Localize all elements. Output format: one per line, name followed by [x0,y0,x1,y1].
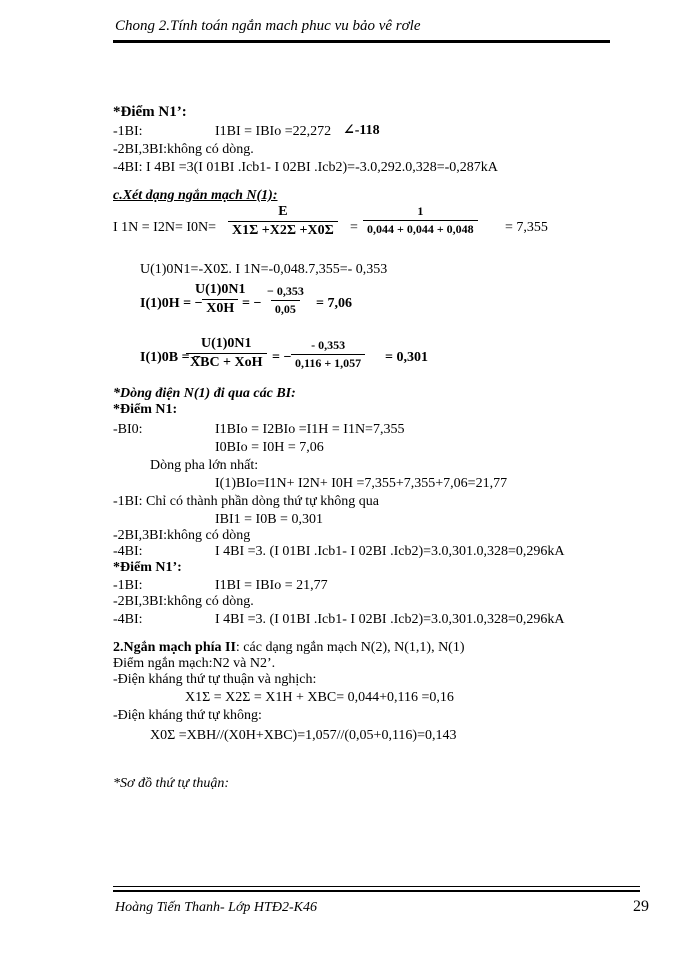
bi0-currents: I1BIo = I2BIo =I1H = I1N=7,355 [215,422,405,437]
page-number: 29 [633,898,649,915]
eq-i0b-frac1 [183,336,270,371]
bi1-zero-seq-current: IBI1 = I0B = 0,301 [215,512,323,527]
bi1-label-3: -1BI: [113,578,143,593]
zero-reactance: X0Σ =XBH//(X0H+XBC)=1,057//(0,05+0,116)=0,143 [150,728,457,743]
eq-i1n-frac1 [225,204,341,239]
bi0-zero-seq: I0BIo = I0H = 7,06 [215,440,324,455]
eq-i0b-frac2 [288,338,368,371]
eq-i0h-minus: = − [242,296,262,311]
pos-neg-reactance: X1Σ = X2Σ = X1H + XBC= 0,044+0,116 =0,16 [185,690,454,705]
bi1-zero-seq-note: -1BI: Chỉ có thành phần dòng thứ tự không qua [113,494,379,509]
i0h-frac2-den: 0,05 [271,300,300,317]
eq-i0b-label: I(1)0B = − [140,350,202,365]
footer-author: Hoàng Tiến Thanh- Lớp HTĐ2-K46 [115,900,317,915]
eq-i1n-frac2 [360,204,481,237]
bi0-label: -BI0: [113,422,143,437]
pos-neg-reactance-label: -Điện kháng thứ tự thuận và nghịch: [113,672,317,687]
bi4-current-2: I 4BI =3. (I 01BI .Icb1- I 02BI .Icb2)=3.0,301.0,328=0,296kA [215,544,565,559]
bi23-no-current: -2BI,3BI:không có dòng. [113,142,254,157]
positive-seq-diagram-heading: *Sơ đồ thứ tự thuận: [113,776,230,791]
bi4-label-2: -4BI: [113,544,143,559]
bi23-no-current-2: -2BI,3BI:không có dòng [113,528,251,543]
section-c-heading: c.Xét dạng ngắn mạch N(1): [113,188,278,203]
frac2-den: 0,044 + 0,044 + 0,048 [363,220,478,237]
page-header: Chong 2.Tính toán ngắn mach phuc vu bảo vê rơle [115,18,421,34]
bi1-angle: ∠-118 [343,123,380,138]
eq-i0h-result: = 7,06 [316,296,352,311]
bi4-current: -4BI: I 4BI =3(I 01BI .Icb1- I 02BI .Icb2)=-3.0,292.0,328=-0,287kA [113,160,498,175]
current-through-bi-heading: *Dòng điện N(1) đi qua các BI: [113,386,296,401]
zero-reactance-label: -Điện kháng thứ tự không: [113,708,262,723]
point-n1-prime-heading: *Điểm N1’: [113,104,187,120]
max-phase-current: I(1)BIo=I1N+ I2N+ I0H =7,355+7,355+7,06=21,77 [215,476,508,491]
i0b-frac1-num: U(1)0N1 [201,336,252,351]
section-2-heading-bold: 2.Ngắn mạch phía II [113,640,236,655]
i0h-frac2-num: − 0,353 [267,284,304,298]
fault-points: Điểm ngắn mạch:N2 và N2’. [113,656,276,671]
frac2-num: 1 [417,204,424,218]
bi4-current-3: I 4BI =3. (I 01BI .Icb1- I 02BI .Icb2)=3.0,301.0,328=0,296kA [215,612,565,627]
footer-rule-thick [113,890,640,892]
max-phase-current-label: Dòng pha lớn nhất: [150,458,259,473]
bi1-current-3: I1BI = IBIo = 21,77 [215,578,328,593]
frac1-num: E [278,204,288,219]
i0b-frac1-den: XBC + XoH [186,353,267,371]
frac1-den: X1Σ +X2Σ +X0Σ [228,221,338,239]
eq-i1n-result: = 7,355 [505,220,548,235]
point-n1-prime-heading-2: *Điểm N1’: [113,560,182,575]
eq-i0h-label: I(1)0H = − [140,296,203,311]
header-rule [113,40,610,43]
i0b-frac2-den: 0,116 + 1,057 [291,354,365,371]
footer-rule-thin [113,886,640,887]
section-2-heading-rest: : các dạng ngắn mạch N(2), N(1,1), N(1) [235,640,465,655]
point-n1-heading: *Điểm N1: [113,402,178,417]
equals-sign: = [350,220,358,235]
eq-i0h-frac2 [260,284,311,317]
i0h-frac1-num: U(1)0N1 [195,282,246,297]
eq-u0n1: U(1)0N1=-X0Σ. I 1N=-0,048.7,355=- 0,353 [140,262,388,277]
section-2-heading [113,640,465,656]
bi23-no-current-3: -2BI,3BI:không có dòng. [113,594,254,609]
bi4-label-3: -4BI: [113,612,143,627]
i0h-frac1-den: X0H [202,299,238,317]
bi1-label: -1BI: [113,124,143,139]
bi1-current: I1BI = IBIo =22,272 [215,124,332,139]
eq-i1n-label: I 1N = I2N= I0N= [113,220,217,235]
eq-i0b-minus: = − [272,350,292,365]
eq-i0b-result: = 0,301 [385,350,428,365]
i0b-frac2-num: - 0,353 [311,338,346,352]
